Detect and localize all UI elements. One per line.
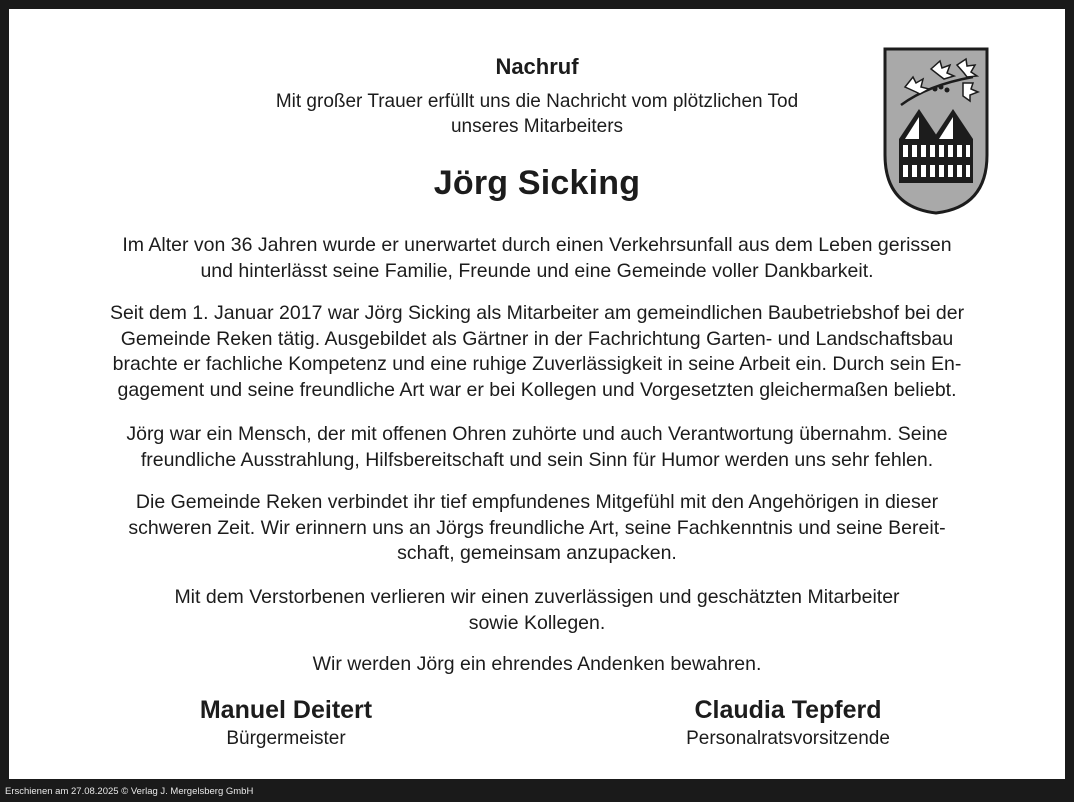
signatory-staff-council bbox=[628, 696, 948, 750]
intro-text bbox=[159, 89, 915, 139]
paragraph-line: Die Gemeinde Reken verbindet ihr tief empfundenes Mitgefühl mit den Angehörigen in dieser bbox=[135, 491, 939, 513]
paragraph bbox=[39, 422, 1035, 473]
paragraph-line: und hinterlässt seine Familie, Freunde und eine Gemeinde voller Dankbarkeit. bbox=[200, 259, 874, 282]
signatory-mayor bbox=[126, 696, 446, 750]
paragraph-line: Im Alter von 36 Jahren wurde er unerwartet durch einen Verkehrsunfall aus dem Leben gerissen bbox=[122, 234, 952, 256]
signatory-role: Bürgermeister bbox=[226, 728, 346, 749]
paragraph-line: Wir werden Jörg ein ehrendes Andenken bewahren. bbox=[312, 653, 762, 675]
paragraph bbox=[39, 301, 1035, 403]
paragraph-line: freundliche Ausstrahlung, Hilfsbereitschaft und sein Sinn für Humor werden uns sehr fehlen. bbox=[140, 448, 934, 471]
paragraph bbox=[39, 585, 1035, 636]
deceased-name: Jörg Sicking bbox=[433, 164, 641, 202]
paragraph-line: Jörg war ein Mensch, der mit offenen Ohren zuhörte und auch Verantwortung übernahm. Seine bbox=[126, 423, 948, 445]
paragraph-line: brachte er fachliche Kompetenz und eine ruhige Zuverlässigkeit in seine Arbeit ein. Durch sein En- bbox=[112, 353, 962, 375]
publication-footer: Erschienen am 27.08.2025 © Verlag J. Mergelsberg GmbH bbox=[5, 786, 254, 797]
paragraph-line: Mit dem Verstorbenen verlieren wir einen zuverlässigen und geschätzten Mitarbeiter bbox=[174, 586, 900, 608]
paragraph-line: Seit dem 1. Januar 2017 war Jörg Sicking als Mitarbeiter am gemeindlichen Baubetriebshof bei der bbox=[109, 302, 965, 324]
paragraph bbox=[39, 652, 1035, 678]
intro-line: unseres Mitarbeiters bbox=[450, 116, 624, 137]
paragraph-line: gagement und seine freundliche Art war er bei Kollegen und Vorgesetzten gleichermaßen beliebt. bbox=[117, 378, 957, 401]
paragraph-line: schweren Zeit. Wir erinnern uns an Jörgs freundliche Art, seine Fachkenntnis und seine Bereit- bbox=[128, 516, 946, 539]
signatory-name: Manuel Deitert bbox=[199, 696, 373, 724]
paragraph-line: sowie Kollegen. bbox=[468, 611, 606, 634]
signatory-role: Personalratsvorsitzende bbox=[686, 728, 890, 749]
signatory-name: Claudia Tepferd bbox=[694, 696, 882, 724]
intro-line: Mit großer Trauer erfüllt uns die Nachricht vom plötzlichen Tod bbox=[275, 91, 799, 112]
paragraph bbox=[39, 490, 1035, 567]
paragraph-line: Gemeinde Reken tätig. Ausgebildet als Gärtner in der Fachrichtung Garten- und Landschaftsbau bbox=[120, 327, 954, 350]
paragraph bbox=[39, 233, 1035, 284]
obituary-card bbox=[9, 9, 1065, 779]
paragraph-line: schaft, gemeinsam anzupacken. bbox=[397, 542, 677, 564]
notice-title: Nachruf bbox=[495, 54, 579, 79]
coat-of-arms-icon bbox=[883, 47, 989, 215]
